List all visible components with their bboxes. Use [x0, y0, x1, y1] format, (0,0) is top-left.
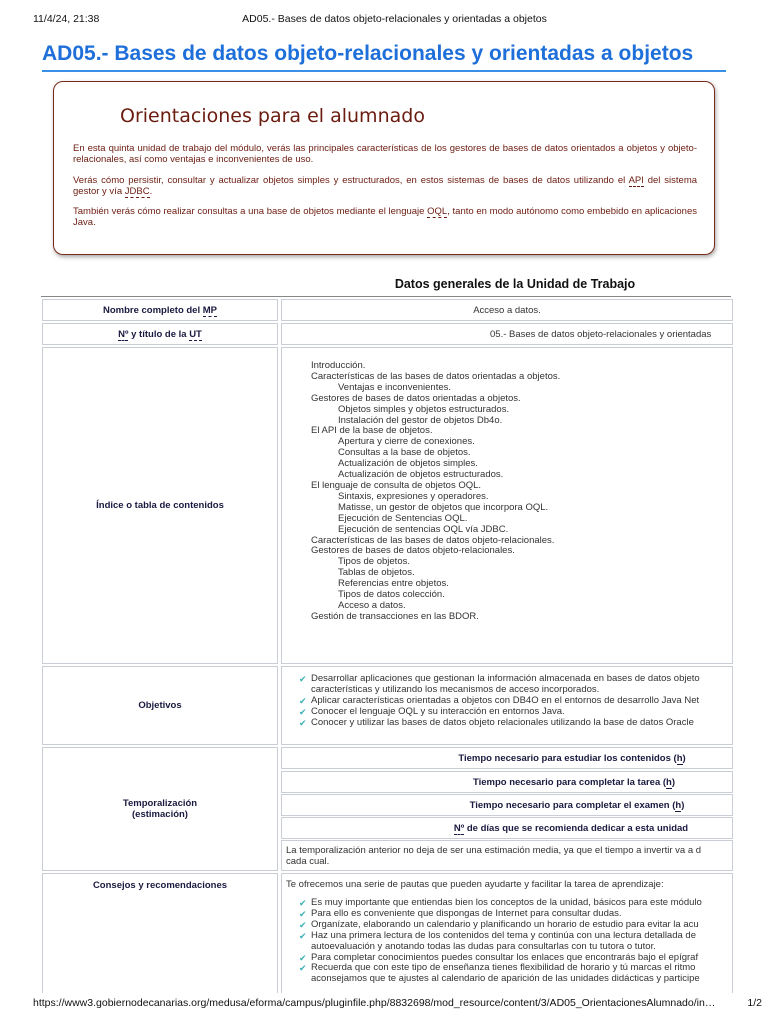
- text-run: de días que se recomienda dedicar a esta unidad: [464, 822, 689, 834]
- document-title: AD05.- Bases de datos objeto-relacionales y orientadas a objetos: [42, 42, 726, 72]
- text-run: Tiempo necesario para completar el examen (: [469, 799, 676, 811]
- label-text: (estimación): [132, 809, 188, 820]
- print-datetime: 11/4/24, 21:38: [33, 13, 100, 25]
- item-text: aconsejamos que te ajustes al calendario de aparición de las unidades didácticas y participe: [311, 973, 700, 985]
- check-icon: ✔: [299, 930, 307, 941]
- check-icon: ✔: [299, 898, 307, 908]
- item-text: Conocer y utilizar las bases de datos objeto relacionales utilizando la base de datos Oracle: [311, 716, 694, 728]
- item-text: Es muy importante que entiendas bien los conceptos de la unidad, básicos para este módulo: [311, 897, 702, 908]
- toc-item: Ejecución de Sentencias OQL.: [338, 512, 468, 524]
- abbr-h: h: [676, 752, 683, 764]
- label-text: Objetivos: [138, 700, 182, 711]
- item-text: Recuerda que con este tipo de enseñanza tienes flexibilidad de horario y tú marcas el ritmo: [311, 962, 696, 974]
- print-page-title: AD05.- Bases de datos objeto-relacionales y orientadas a objetos: [242, 13, 547, 25]
- toc-item: Gestores de bases de datos orientadas a objetos.: [311, 392, 521, 404]
- time-complete-exam: [281, 794, 733, 816]
- check-icon: ✔: [299, 695, 307, 706]
- item-text: características y utilizando los mecanismos de acceso incorporados.: [311, 683, 600, 695]
- note-line: cada cual.: [286, 855, 330, 867]
- text-run: ): [671, 776, 676, 788]
- toc-item: Actualización de objetos simples.: [338, 458, 478, 470]
- objective-item: [299, 674, 700, 685]
- value-text: Acceso a datos.: [473, 304, 541, 316]
- label-time-estimation: [42, 747, 278, 871]
- item-text: Haz una primera lectura de los contenidos del tema y continúa con una lectura detallada de: [311, 929, 696, 941]
- label-module-name: [42, 299, 278, 321]
- toc-item: Apertura y cierre de conexiones.: [338, 436, 475, 448]
- item-text: Aplicar características orientadas a objetos con DB4O en el entornos de desarrollo Java Net: [311, 694, 700, 706]
- label-text: Temporalización: [122, 798, 198, 809]
- note-line: La temporalización anterior no deja de ser una estimación media, ya que el tiempo a invertir va a d: [286, 845, 702, 856]
- toc-item: Ejecución de sentencias OQL vía JDBC.: [338, 523, 509, 535]
- toc-item: Gestores de bases de datos objeto-relacionales.: [311, 545, 515, 557]
- guidance-paragraph-2: [73, 175, 697, 197]
- toc-item: Características de las bases de datos orientadas a objetos.: [311, 370, 561, 382]
- label-text: Consejos y recomendaciones: [92, 880, 228, 891]
- label-text: Índice o tabla de contenidos: [96, 500, 224, 511]
- print-url: https://www3.gobiernodecanarias.org/medusa/eforma/campus/pluginfile.php/8832698/mod_resource/content/3/AD05_OrientacionesAlumnado/in…: [33, 997, 716, 1009]
- label-advice: [42, 873, 278, 993]
- item-text: Para ello es conveniente que dispongas de Internet para consultar dudas.: [311, 907, 622, 919]
- check-icon: ✔: [299, 963, 307, 974]
- text-run: Nombre completo del: [102, 304, 203, 316]
- text-run: ): [681, 799, 685, 811]
- value-module-name: [281, 299, 733, 321]
- text-run: .: [149, 186, 153, 197]
- abbr-h: h: [675, 799, 682, 811]
- advice-item: [299, 974, 702, 985]
- toc-item: Consultas a la base de objetos.: [338, 447, 471, 459]
- text-run: Tiempo necesario para completar la tarea (: [472, 776, 667, 788]
- item-text: Desarrollar aplicaciones que gestionan la información almacenada en bases de datos objeto: [311, 673, 700, 684]
- item-text: Conocer el lenguaje OQL y su interacción en entornos Java.: [311, 705, 565, 717]
- recommended-days: [281, 817, 733, 839]
- check-icon: ✔: [299, 952, 307, 963]
- check-icon: ✔: [299, 706, 307, 717]
- check-icon: ✔: [299, 919, 307, 930]
- text-run: del sistema gestor y vía: [73, 175, 698, 197]
- table-of-contents: [281, 347, 733, 664]
- print-header: [33, 13, 756, 27]
- value-unit-number-title: [281, 323, 733, 345]
- advice-item: [299, 963, 702, 974]
- toc-item: Introducción.: [311, 360, 366, 371]
- abbr-ut: UT: [189, 328, 202, 340]
- toc-item: Actualización de objetos estructurados.: [338, 469, 504, 481]
- time-note-text: [286, 846, 701, 868]
- toc-item: Gestión de transacciones en las BDOR.: [311, 610, 479, 622]
- check-icon: ✔: [299, 674, 307, 684]
- print-footer: [33, 997, 762, 1011]
- toc-item: El API de la base de objetos.: [311, 425, 433, 437]
- toc-item: Referencias entre objetos.: [338, 578, 449, 590]
- label-objectives: [42, 666, 278, 745]
- abbr-number: Nº: [118, 328, 129, 340]
- toc-item: Tipos de datos colección.: [338, 589, 445, 601]
- text-run: Tiempo necesario para estudiar los contenidos (: [458, 752, 677, 764]
- toc-item: Tablas de objetos.: [338, 567, 415, 579]
- time-study-contents: [281, 747, 733, 769]
- advice-items: [299, 898, 702, 985]
- item-text: Organízate, elaborando un calendario y planificando un horario de estudio para evitar la acu: [311, 918, 699, 930]
- objectives-items: [299, 674, 700, 729]
- item-text: autoevaluación y anotando todas las dudas para consultarlas con tu tutora o tutor.: [311, 940, 656, 952]
- guidance-box: [53, 81, 715, 255]
- section-title: Datos generales de la Unidad de Trabajo: [394, 277, 636, 291]
- time-complete-task: [281, 771, 733, 793]
- guidance-paragraph-1: En esta quinta unidad de trabajo del módulo, verás las principales características de los gestores de bases de datos orientados a objetos y objeto-relacionales, así como ventajas e inconvenientes de uso.: [73, 143, 697, 165]
- text-run: ): [682, 752, 686, 764]
- table-top-rule: [41, 296, 731, 297]
- text-run: También verás cómo realizar consultas a una base de objetos mediante el lenguaje: [73, 206, 428, 217]
- toc-item: Matisse, un gestor de objetos que incorpora OQL.: [338, 501, 549, 513]
- advice-content: [281, 873, 733, 993]
- advice-intro: Te ofrecemos una serie de pautas que pueden ayudarte y facilitar la tarea de aprendizaje:: [286, 879, 664, 890]
- guidance-paragraph-3: [73, 206, 697, 228]
- abbr-mp: MP: [202, 304, 217, 316]
- abbr-h: h: [666, 776, 672, 788]
- print-page-number: 1/2: [747, 997, 762, 1009]
- abbr-oql: OQL: [427, 206, 448, 217]
- abbr-api: API: [628, 175, 644, 186]
- toc-item: Acceso a datos.: [338, 599, 406, 611]
- toc-item: Ventajas e inconvenientes.: [338, 381, 452, 393]
- toc-item: Instalación del gestor de objetos Db4o.: [338, 414, 503, 426]
- abbr-number: Nº: [453, 822, 465, 834]
- abbr-jdbc: JDBC: [124, 186, 150, 197]
- toc-item: Objetos simples y objetos estructurados.: [338, 403, 510, 415]
- toc-item: Características de las bases de datos objeto-relacionales.: [311, 534, 555, 546]
- label-unit-number-title: [42, 323, 278, 345]
- check-icon: ✔: [299, 908, 307, 919]
- item-text: Para completar conocimientos puedes consultar los enlaces que encontrarás bajo el epígraf: [311, 951, 699, 963]
- text-run: y título de la: [128, 328, 190, 340]
- check-icon: ✔: [299, 717, 307, 728]
- toc-item: Tipos de objetos.: [338, 556, 410, 568]
- text-run: , tanto en modo autónomo como embebido en aplicaciones Java.: [73, 206, 697, 228]
- objectives-list: [281, 666, 733, 745]
- value-text: 05.- Bases de datos objeto-relacionales y orientadas: [490, 329, 712, 340]
- label-table-of-contents: [42, 347, 278, 664]
- text-run: Verás cómo persistir, consultar y actualizar objetos simples y estructurados, en estos sistemas de bases de datos utilizando el: [73, 175, 629, 186]
- advice-item: [299, 931, 702, 942]
- toc-item: Sintaxis, expresiones y operadores.: [338, 490, 489, 502]
- time-note: [281, 840, 733, 871]
- toc-list: [311, 361, 560, 623]
- toc-item: El lenguaje de consulta de objetos OQL.: [311, 479, 482, 491]
- guidance-heading: Orientaciones para el alumnado: [120, 105, 425, 127]
- objective-item: [299, 718, 700, 729]
